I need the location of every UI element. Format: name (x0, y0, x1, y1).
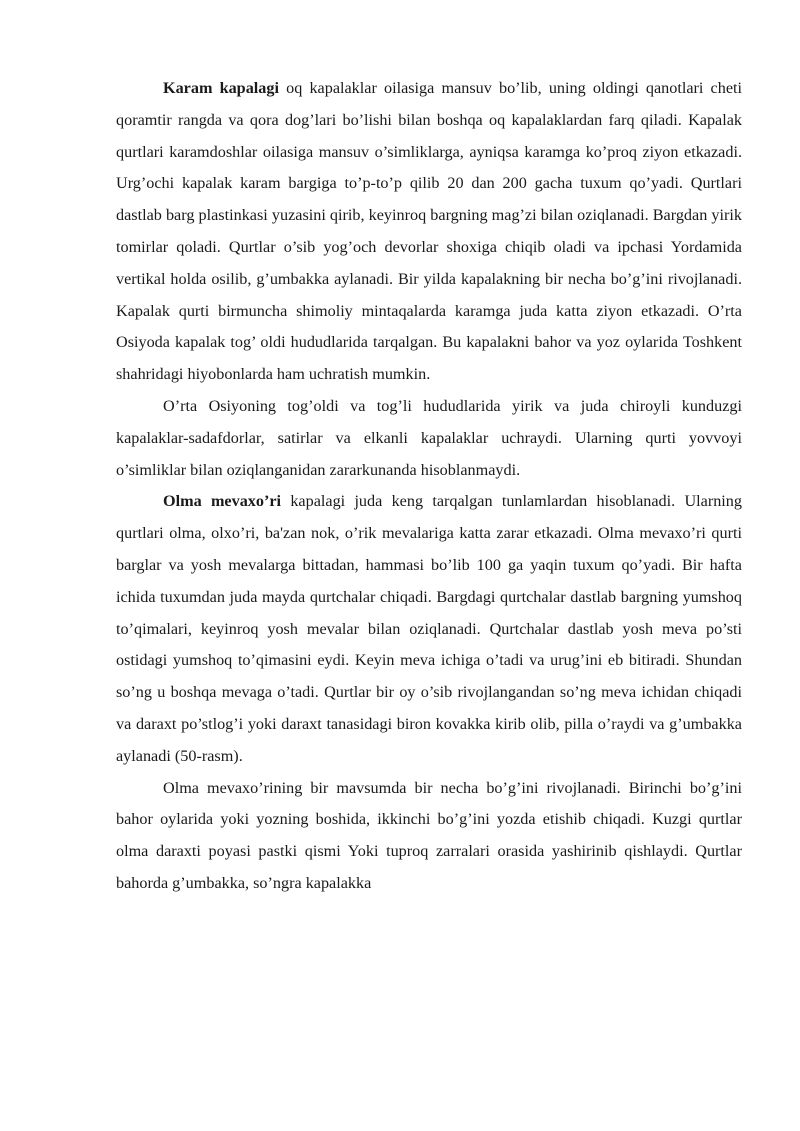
paragraph-text: kapalagi juda keng tarqalgan tunlamlardan hisoblanadi. Ularning qurtlari olma, olxo’ri, ba'zan nok, o’rik mevalariga katta zarar etkazadi. Olma mevaxo’ri qurti barglar va yosh mevalarga bittadan, hammasi bo’lib 100 ga yaqin tuxum qo’yadi. Bir hafta ichida tuxumdan juda mayda qurtchalar chiqadi. Bargdagi qurtchalar dastlab bargning yumshoq to’qimalari, keyinroq yosh mevalar bilan oziqlanadi. Qurtchalar dastlab yosh meva po’sti ostidagi yumshoq to’qimasini eydi. Keyin meva ichiga o’tadi va urug’ini eb bitiradi. Shundan so’ng u boshqa mevaga o’tadi. Qurtlar bir oy o’sib rivojlangandan so’ng meva ichidan chiqadi va daraxt po’stlog’i yoki daraxt tanasidagi biron kovakka kirib olib, pilla o’raydi va g’umbakka aylanadi (50-rasm). (116, 492, 742, 765)
paragraph-orta-osiyo (116, 391, 742, 486)
term-karam-kapalagi: Karam kapalagi (163, 79, 279, 97)
paragraph-text: Olma mevaxo’rining bir mavsumda bir necha bo’g’ini rivojlanadi. Birinchi bo’g’ini bahor oylarida yoki yozning boshida, ikkinchi bo’g’ini yozda etishib chiqadi. Kuzgi qurtlar olma daraxti poyasi pastki qismi Yoki tuproq zarralari orasida yashirinib qishlaydi. Qurtlar bahorda g’umbakka, so’ngra kapalakka (116, 778, 742, 892)
paragraph-text: O’rta Osiyoning tog’oldi va tog’li hududlarida yirik va juda chiroyli kunduzgi kapalaklar-sadafdorlar, satirlar va elkanli kapalaklar uchraydi. Ularning qurti yovvoyi o’simliklar bilan oziqlanganidan zararkunanda hisoblanmaydi. (116, 396, 742, 479)
term-olma-mevaxori: Olma mevaxo’ri (163, 492, 282, 511)
paragraph-karam-kapalagi (116, 73, 742, 391)
paragraph-olma-mevaxori-bogini (116, 773, 742, 900)
paragraph-olma-mevaxori (116, 486, 742, 772)
document-page (116, 73, 742, 900)
paragraph-text: oq kapalaklar oilasiga mansuv bo’lib, uning oldingi qanotlari cheti qoramtir rangda va qora dog’lari bo’lishi bilan boshqa oq kapalaklardan farq qiladi. Kapalak qurtlari karamdoshlar oilasiga mansuv o’simliklarga, ayniqsa karamga ko’proq ziyon etkazadi. Urg’ochi kapalak karam bargiga to’p-to’p qilib 20 dan 200 gacha tuxum qo’yadi. Qurtlari dastlab barg plastinkasi yuzasini qirib, keyinroq bargning mag’zi bilan oziqlanadi. Bargdan yirik tomirlar qoladi. Qurtlar o’sib yog’och devorlar shoxiga chiqib oladi va ipchasi Yordamida vertikal holda osilib, g’umbakka aylanadi. Bir yilda kapalakning bir necha bo’g’ini rivojlanadi. Kapalak qurti birmuncha shimoliy mintaqalarda karamga juda katta ziyon etkazadi. O’rta Osiyoda kapalak tog’ oldi hududlarida tarqalgan. Bu kapalakni bahor va yoz oylarida Toshkent shahridagi hiyobonlarda ham uchratish mumkin. (116, 79, 742, 384)
